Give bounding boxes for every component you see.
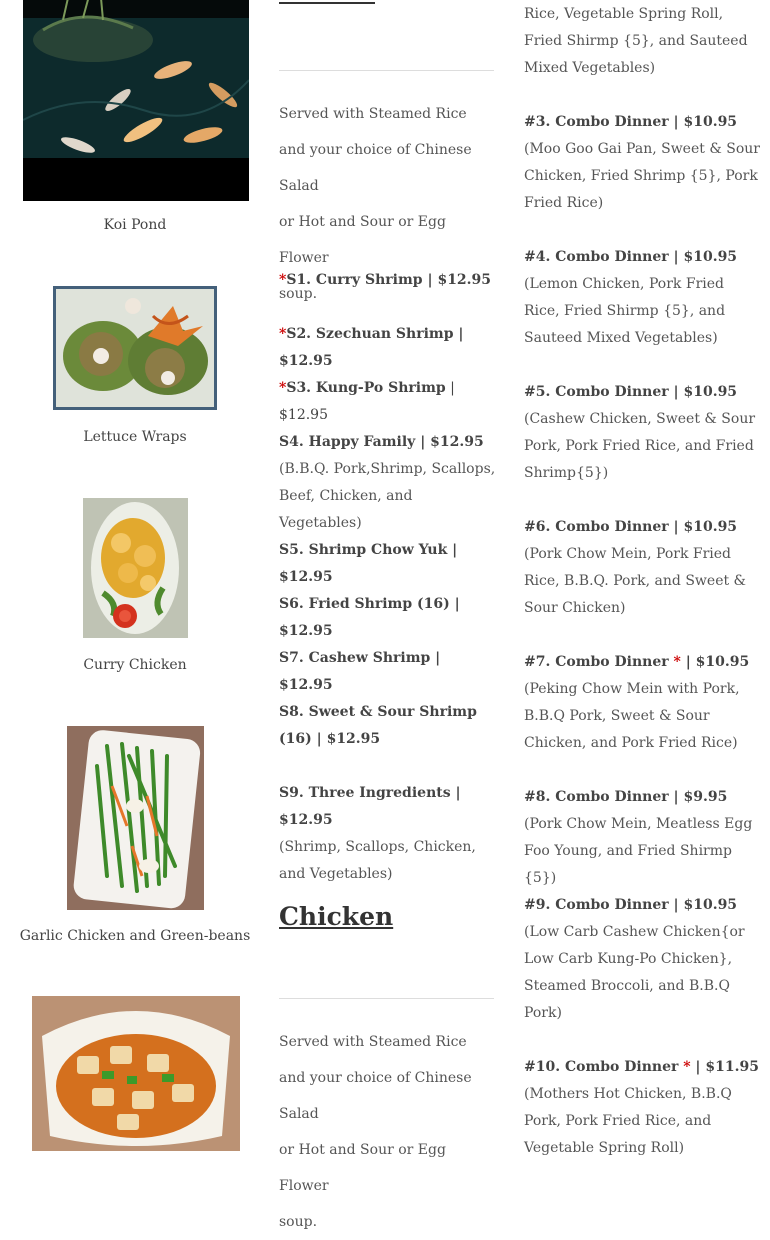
spicy-star-icon: * [279, 326, 287, 342]
spicy-star-icon: * [668, 654, 681, 670]
menu-item-s2: *S2. Szechuan Shrimp | $12.95 [279, 326, 464, 369]
combo-item-9: #9. Combo Dinner | $10.95 (Low Carb Cashew Chicken{or Low Carb Kung-Po Chicken}, Steamed Broccoli, and B.B.Q Pork) [524, 892, 760, 1027]
combo-continued-description: Rice, Vegetable Spring Roll, Fried Shirmp {5}, and Sauteed Mixed Vegetables) [524, 6, 748, 76]
combo-description: (Pork Chow Mein, Pork Fried Rice, B.B.Q. Pork, and Sweet & Sour Chicken) [524, 546, 747, 616]
spicy-star-icon: * [279, 380, 287, 396]
combo-item-5: #5. Combo Dinner | $10.95 (Cashew Chicken, Sweet & Sour Pork, Pork Fried Rice, and Fried Shrimp{5}) [524, 379, 760, 487]
chicken-heading: Chicken [279, 902, 394, 931]
spicy-star-icon: * [678, 1059, 691, 1075]
menu-item-s7: S7. Cashew Shrimp | $12.95 [279, 650, 441, 693]
menu-item-s6: S6. Fried Shrimp (16) | $12.95 [279, 596, 460, 639]
curry-chicken-photo[interactable] [83, 498, 188, 638]
combo-item-3: #3. Combo Dinner | $10.95 (Moo Goo Gai Pan, Sweet & Sour Chicken, Fried Shrimp {5}, Pork Fried Rice) [524, 109, 760, 217]
menu-item-s4: S4. Happy Family | $12.95 (B.B.Q. Pork,Shrimp, Scallops, Beef, Chicken, and Vegetables) [279, 429, 497, 537]
combo-item-4: #4. Combo Dinner | $10.95 (Lemon Chicken, Pork Fried Rice, Fried Shirmp {5}, and Sauteed Mixed Vegetables) [524, 244, 760, 352]
koi-pond-caption: Koi Pond [103, 217, 167, 233]
combo-item-10: #10. Combo Dinner * | $11.95 (Mothers Hot Chicken, B.B.Q Pork, Pork Fried Rice, and Vegetable Spring Roll) [524, 1054, 760, 1162]
combo-item-7: #7. Combo Dinner * | $10.95 (Peking Chow Mein with Pork, B.B.Q Pork, Sweet & Sour Chicken, and Pork Fried Rice) [524, 649, 760, 757]
garlic-chicken-photo[interactable] [67, 726, 204, 910]
section-divider [279, 998, 494, 999]
section-divider [279, 70, 494, 71]
combo-description: (Moo Goo Gai Pan, Sweet & Sour Chicken, Fried Shrimp {5}, Pork Fried Rice) [524, 141, 760, 211]
section-heading-underline [279, 2, 375, 4]
combo-item-8: #8. Combo Dinner | $9.95 (Pork Chow Mein, Meatless Egg Foo Young, and Fried Shirmp {5}) [524, 784, 764, 892]
menu-item-s1: *S1. Curry Shrimp | $12.95 [279, 272, 492, 288]
lettuce-wraps-caption: Lettuce Wraps [83, 429, 187, 445]
lettuce-wraps-photo[interactable] [53, 286, 217, 410]
chicken-served-note: Served with Steamed Rice and your choice of Chinese Salad or Hot and Sour or Egg Flower soup. [279, 1034, 472, 1230]
menu-item-description: (Shrimp, Scallops, Chicken, and Vegetables) [279, 839, 476, 882]
combo-description: (Pork Chow Mein, Meatless Egg Foo Young, and Fried Shirmp {5}) [524, 816, 753, 886]
spicy-star-icon: * [279, 272, 287, 288]
combo-description: (Mothers Hot Chicken, B.B.Q Pork, Pork Fried Rice, and Vegetable Spring Roll) [524, 1086, 732, 1156]
menu-item-s9: S9. Three Ingredients | $12.95 (Shrimp, Scallops, Chicken, and Vegetables) [279, 780, 497, 888]
koi-pond-photo[interactable] [23, 0, 249, 201]
chicken-tofu-photo[interactable] [32, 996, 240, 1151]
garlic-chicken-caption: Garlic Chicken and Green-beans [19, 928, 251, 944]
combo-description: (Lemon Chicken, Pork Fried Rice, Fried Shirmp {5}, and Sauteed Mixed Vegetables) [524, 276, 726, 346]
menu-item-s5: S5. Shrimp Chow Yuk | $12.95 [279, 542, 458, 585]
menu-item-s8: S8. Sweet & Sour Shrimp (16) | $12.95 [279, 704, 477, 747]
combo-description: (Low Carb Cashew Chicken{or Low Carb Kung-Po Chicken}, Steamed Broccoli, and B.B.Q Pork) [524, 924, 745, 1021]
menu-item-s3: *S3. Kung-Po Shrimp | $12.95 [279, 380, 455, 423]
seafood-served-note: Served with Steamed Rice and your choice of Chinese Salad or Hot and Sour or Egg Flower soup. [279, 106, 472, 302]
combo-item-6: #6. Combo Dinner | $10.95 (Pork Chow Mein, Pork Fried Rice, B.B.Q. Pork, and Sweet & Sour Chicken) [524, 514, 754, 622]
curry-chicken-caption: Curry Chicken [83, 657, 187, 673]
combo-description: (Cashew Chicken, Sweet & Sour Pork, Pork Fried Rice, and Fried Shrimp{5}) [524, 411, 756, 481]
combo-description: (Peking Chow Mein with Pork, B.B.Q Pork, Sweet & Sour Chicken, and Pork Fried Rice) [524, 681, 740, 751]
menu-item-description: (B.B.Q. Pork,Shrimp, Scallops, Beef, Chicken, and Vegetables) [279, 461, 496, 531]
